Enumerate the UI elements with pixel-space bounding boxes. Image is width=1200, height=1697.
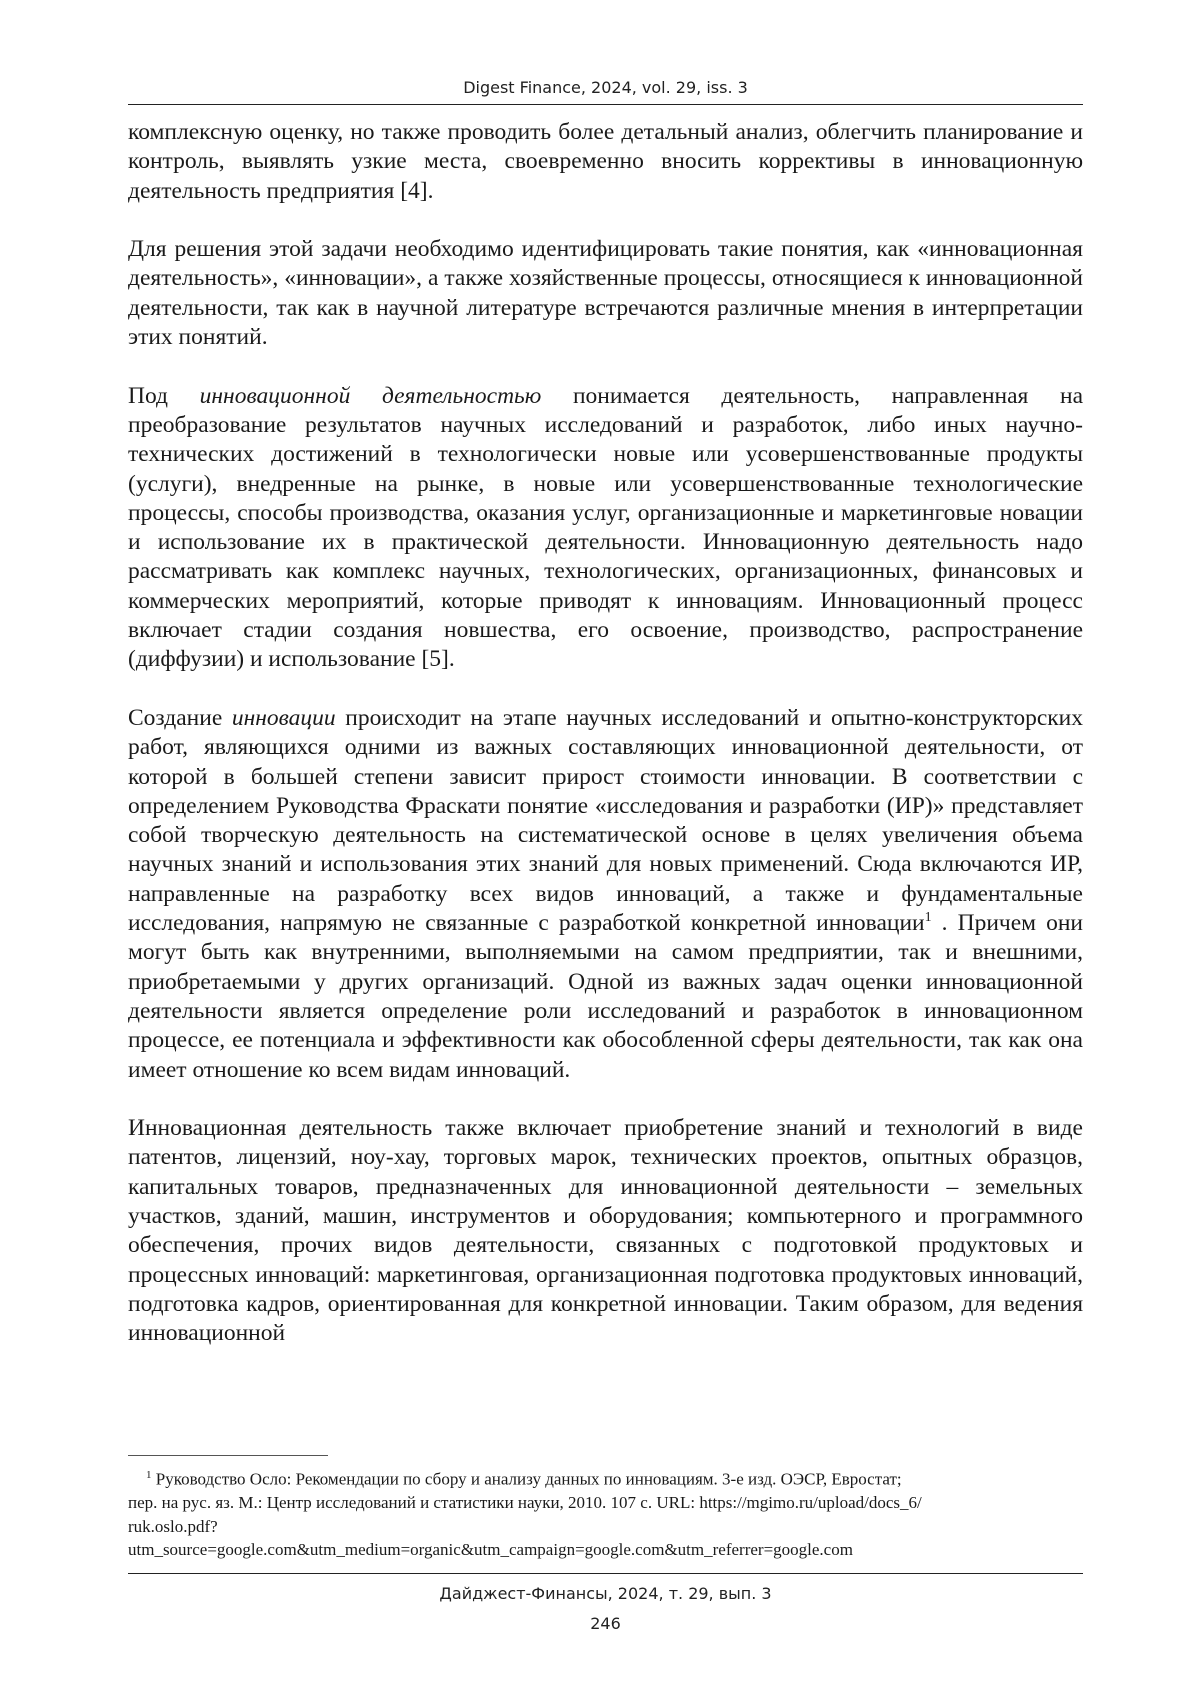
term-innovation-activity: инновационной деятельностью [199,382,542,409]
paragraph-4-text-a: происходит на этапе научных исследований и опытно-конструкторских работ, являющихся одними из важных составляющих инновационной деятельности, от которой в большей степени зависит прирост стоимости инновации. В соответствии с определением Руководства Фраскати понятие «исследования и разработки (ИР)» представляет собой творческую деятельность на систематической основе в целях увеличения объема научных знаний и использования этих знаний для новых применений. Сюда включаются ИР, направленные на разработку всех видов инноваций, а также и фундаментальные исследования, напрямую не связанные с разработкой конкретной инновации [128,704,1083,937]
paragraph-4 [128,704,1083,1085]
journal-page [128,0,1083,1697]
running-head: Digest Finance, 2024, vol. 29, iss. 3 [463,78,748,97]
header-rule [128,104,1083,105]
paragraph-2: Для решения этой задачи необходимо идентифицировать такие понятия, как «инновационная деятельность», «инновации», а также хозяйственные процессы, относящиеся к инновационной деятельности, так как в научной литературе встречаются различные мнения в интерпретации этих понятий. [128,236,1083,351]
paragraph-5: Инновационная деятельность также включает приобретение знаний и технологий в виде патентов, лицензий, ноу-хау, торговых марок, технических проектов, опытных образцов, капитальных товаров, предназначенных для инновационной деятельности – земельных участков, зданий, машин, инструментов и оборудования; компьютерного и программного обеспечения, прочих видов деятельности, связанных с подготовкой продуктовых и процессных инноваций: маркетинговая, организационная подготовка продуктовых инноваций, подготовка кадров, ориентированная для конкретной инновации. Таким образом, для ведения инновационной [128,1115,1083,1347]
article-body [128,118,1083,1348]
footnote [128,1464,1083,1562]
footnote-line-4[interactable]: utm_source=google.com&utm_medium=organic&utm_campaign=google.com&utm_referrer=google.com [128,1540,853,1560]
footnote-mark: 1 [146,1469,152,1481]
running-foot: Дайджест-Финансы, 2024, т. 29, вып. 3 [439,1584,772,1603]
footer-rule [128,1573,1083,1574]
paragraph-3-text: понимается деятельность, направленная на преобразование результатов научных исследований и разработок, либо иных научно-технических достижений в технологически новые или усовершенствованные продукты (услуги), внедренные на рынке, в новые или усовершенствованные технологические процессы, способы производства, оказания услуг, организационные и маркетинговые новации и использование их в практической деятельности. Инновационную деятельность надо рассматривать как комплекс научных, технологических, организационных, финансовых и коммерческих мероприятий, которые приводят к инновациям. Инновационный процесс включает стадии создания новшества, его освоение, производство, распространение (диффузии) и использование [5]. [128,382,1083,673]
term-innovation: инновации [231,704,336,731]
footnote-line-2[interactable]: пер. на рус. яз. М.: Центр исследований и статистики науки, 2010. 107 с. URL: https://mgimo.ru/upload/docs_6/ [128,1493,922,1513]
footnote-line-3[interactable]: ruk.oslo.pdf? [128,1516,218,1536]
paragraph-3-lead: Под [128,382,200,409]
paragraph-1: комплексную оценку, но также проводить более детальный анализ, облегчить планирование и контроль, выявлять узкие места, своевременно вносить коррективы в инновационную деятельность предприятия [4]. [128,119,1083,204]
footnote-rule [128,1455,328,1456]
footnote-ref[interactable]: 1 [924,910,932,926]
paragraph-3 [128,382,1083,675]
footnote-line-1 [128,1464,1083,1491]
footnote-text-1: Руководство Осло: Рекомендации по сбору и анализу данных по инновациям. 3-е изд. ОЭСР, Евростат; [151,1469,902,1489]
paragraph-4-lead: Создание [128,704,232,731]
paragraph-4-text-b: . Причем они могут быть как внутренними, выполняемыми на самом предприятии, так и внешними, приобретаемыми у других организаций. Одной из важных задач оценки инновационной деятельности является определение роли исследований и разработок в инновационном процессе, ее потенциала и эффективности как обособленной сферы деятельности, так как она имеет отношение ко всем видам инноваций. [128,910,1083,1083]
page-number: 246 [590,1614,621,1633]
